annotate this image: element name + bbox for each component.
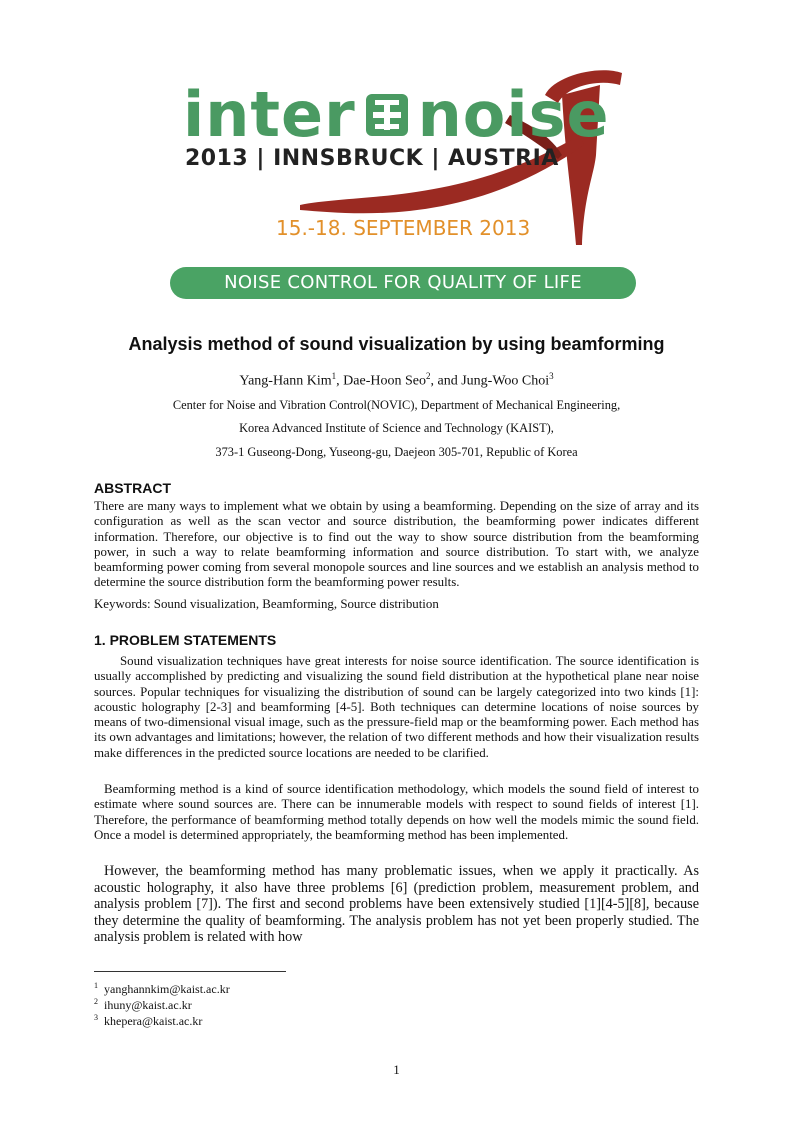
page-number: 1 bbox=[393, 1062, 400, 1077]
footnote-email: khepera@kaist.ac.kr bbox=[104, 1014, 203, 1028]
logo-text-right: noise bbox=[417, 77, 610, 151]
conference-banner: NOISE CONTROL FOR QUALITY OF LIFE bbox=[170, 267, 636, 299]
author-footnote-mark: 3 bbox=[549, 371, 554, 381]
affiliation-line: 373-1 Guseong-Dong, Yuseong-gu, Daejeon 305-701, Republic of Korea bbox=[215, 445, 578, 459]
austrian-emblem-icon bbox=[366, 94, 408, 136]
body-paragraph: However, the beamforming method has many problematic issues, when we apply it practically. As acoustic holography, it also have three problems [6] (prediction problem, measurement problem, and analysis problem [7]). The first and second problems have been extensively studied [1][4-5][8], because they determine the quality of beamforming. The analysis problem has not yet been properly studied. The analysis problem is related with how bbox=[94, 863, 699, 946]
footnote-divider bbox=[94, 971, 286, 972]
footnote bbox=[94, 997, 192, 1013]
footnote bbox=[94, 981, 230, 997]
author-name: Dae-Hoon Seo bbox=[343, 373, 426, 389]
section-heading: 1. PROBLEM STATEMENTS bbox=[94, 632, 277, 648]
keywords: Keywords: Sound visualization, Beamforming, Source distribution bbox=[94, 597, 439, 611]
conference-dates: 15.-18. SEPTEMBER 2013 bbox=[276, 216, 531, 240]
abstract-heading: ABSTRACT bbox=[94, 480, 171, 496]
affiliation-line: Korea Advanced Institute of Science and Technology (KAIST), bbox=[239, 421, 554, 435]
footnote-email: ihuny@kaist.ac.kr bbox=[104, 998, 192, 1012]
abstract-text: There are many ways to implement what we obtain by using a beamforming. Depending on the size of array and its configuration as well as the scan vector and source distribution, the beamforming power indicates different information. Therefore, our objective is to find out the way to show source distribution from the beamforming power, in such a way to relate beamforming information and source distribution. To start with, we analyze beamforming power coming from several monopole sources and line sources and we establish an analysis method to determine the source distribution form the beamforming power results. bbox=[94, 499, 699, 590]
footnote-mark: 1 bbox=[94, 981, 98, 990]
author-footnote-mark: 2 bbox=[425, 371, 431, 381]
footnote-mark: 3 bbox=[94, 1013, 98, 1022]
affiliation-line: Center for Noise and Vibration Control(NOVIC), Department of Mechanical Engineering, bbox=[172, 398, 621, 412]
author-separator: , and bbox=[430, 373, 462, 389]
author-separator: , bbox=[336, 373, 344, 389]
footnote-mark: 2 bbox=[94, 997, 98, 1006]
footnote bbox=[94, 1013, 202, 1029]
conference-logo bbox=[183, 77, 610, 151]
logo-text-left: inter bbox=[183, 77, 356, 151]
author-name: Yang-Hann Kim bbox=[239, 373, 332, 389]
author-name: Jung-Woo Choi bbox=[461, 373, 550, 389]
author-footnote-mark: 1 bbox=[331, 371, 337, 381]
footnote-email: yanghannkim@kaist.ac.kr bbox=[104, 982, 230, 996]
author-list bbox=[0, 371, 793, 390]
body-paragraph: Beamforming method is a kind of source identification methodology, which models the sound field of interest to estimate where sound sources are. There can be innumerable models with respect to sound fields of interest [1]. Therefore, the performance of beamforming method totally depends on how well the models mimic the sound field. Once a model is determined appropriately, the beamforming method has been implemented. bbox=[94, 782, 699, 842]
paper-title: Analysis method of sound visualization by using beamforming bbox=[128, 334, 665, 354]
body-paragraph: Sound visualization techniques have great interests for noise source identification. The source identification is usually accomplished by predicting and visualizing the sound field distribution at the hypothetical plane near noise sources. Popular techniques for visualizing the distribution of sound can be largely categorized into two kinds [1]: acoustic holography [2-3] and beamforming [4-5]. Both techniques can determine locations of noise sources by means of two-dimensional visual image, such as the pressure-field map or the beamforming power. Each method has its own advantages and limitations; however, the relation of two different methods and how their visualization results make differences in the predicted source locations are needed to be clarified. bbox=[94, 654, 699, 760]
conference-location: 2013 | INNSBRUCK | AUSTRIA bbox=[185, 146, 559, 171]
